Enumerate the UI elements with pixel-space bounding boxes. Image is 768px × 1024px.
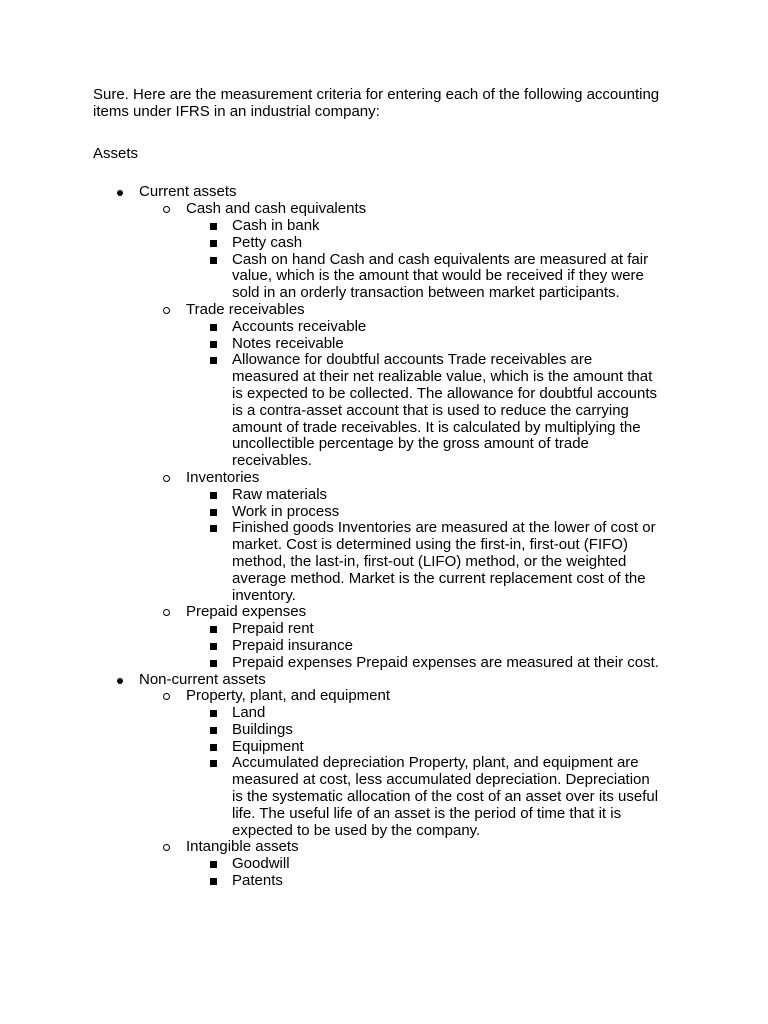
item-text: Raw materials <box>232 485 328 503</box>
square-bullet-icon <box>210 257 217 264</box>
list-item <box>186 705 663 722</box>
square-bullet-icon <box>210 509 217 516</box>
list-item <box>186 520 663 604</box>
list-item <box>186 336 663 353</box>
square-bullet-icon <box>210 660 217 667</box>
item-text: Goodwill <box>232 855 290 873</box>
square-bullet-icon <box>210 643 217 650</box>
list-item <box>139 201 663 302</box>
filled-circle-bullet-icon <box>117 678 123 684</box>
item-text: Prepaid insurance <box>232 636 353 654</box>
list-item <box>186 235 663 252</box>
list-item <box>186 755 663 839</box>
list-item <box>186 352 663 470</box>
item-text: Patents <box>232 872 283 890</box>
item-text: Land <box>232 704 266 722</box>
square-bullet-icon <box>210 492 217 499</box>
list-item <box>186 856 663 873</box>
filled-circle-bullet-icon <box>117 190 123 196</box>
asset-list <box>93 184 663 889</box>
list-item <box>139 470 663 604</box>
category-label: Non-current assets <box>139 670 266 688</box>
sublist <box>186 621 663 671</box>
square-bullet-icon <box>210 861 217 868</box>
item-text: Work in process <box>232 502 340 520</box>
list-item <box>93 672 663 890</box>
square-bullet-icon <box>210 240 217 247</box>
item-text: Cash on hand Cash and cash equivalents are measured at fair value, which is the amount that would be received if they were sold in an orderly transaction between market participants. <box>232 250 649 302</box>
square-bullet-icon <box>210 324 217 331</box>
list-item <box>139 688 663 839</box>
group-label: Cash and cash equivalents <box>186 200 367 218</box>
square-bullet-icon <box>210 760 217 767</box>
item-text: Equipment <box>232 737 304 755</box>
item-text: Finished goods Inventories are measured at the lower of cost or market. Cost is determined using the first-in, first-out (FIFO) method, the last-in, first-out (LIFO) method, or the weighted average method. Market is the current replacement cost of the inventory. <box>232 519 656 604</box>
list-item <box>93 184 663 671</box>
intro-paragraph: Sure. Here are the measurement criteria for entering each of the following accounting items under IFRS in an industrial company: <box>93 86 660 120</box>
square-bullet-icon <box>210 223 217 230</box>
list-item <box>186 638 663 655</box>
section-heading: Assets <box>93 144 139 162</box>
list-item <box>139 839 663 889</box>
item-text: Accounts receivable <box>232 317 367 335</box>
hollow-circle-bullet-icon <box>163 475 170 482</box>
group-label: Property, plant, and equipment <box>186 687 391 705</box>
group-label: Intangible assets <box>186 838 299 856</box>
item-text: Notes receivable <box>232 334 344 352</box>
list-item <box>139 604 663 671</box>
sublist <box>139 688 663 890</box>
category-label: Current assets <box>139 183 237 201</box>
sublist <box>186 218 663 302</box>
item-text: Buildings <box>232 720 293 738</box>
square-bullet-icon <box>210 626 217 633</box>
document-page <box>93 87 663 890</box>
sublist <box>186 487 663 605</box>
sublist <box>186 705 663 839</box>
list-item <box>186 252 663 302</box>
hollow-circle-bullet-icon <box>163 844 170 851</box>
square-bullet-icon <box>210 878 217 885</box>
item-text: Cash in bank <box>232 216 320 234</box>
list-item <box>186 621 663 638</box>
list-item <box>186 739 663 756</box>
hollow-circle-bullet-icon <box>163 693 170 700</box>
list-item <box>186 504 663 521</box>
item-text: Prepaid expenses Prepaid expenses are measured at their cost. <box>232 653 659 671</box>
list-item <box>186 218 663 235</box>
group-label: Inventories <box>186 468 260 486</box>
hollow-circle-bullet-icon <box>163 609 170 616</box>
square-bullet-icon <box>210 525 217 532</box>
group-label: Prepaid expenses <box>186 603 307 621</box>
sublist <box>186 319 663 470</box>
sublist <box>186 856 663 890</box>
group-label: Trade receivables <box>186 300 305 318</box>
square-bullet-icon <box>210 357 217 364</box>
square-bullet-icon <box>210 744 217 751</box>
hollow-circle-bullet-icon <box>163 206 170 213</box>
square-bullet-icon <box>210 341 217 348</box>
item-text: Petty cash <box>232 233 303 251</box>
item-text: Accumulated depreciation Property, plant, and equipment are measured at cost, less accumulated depreciation. Depreciation is the systematic allocation of the cost of an asset over its useful life. The useful life of an asset is the period of time that it is expected to be used by the company. <box>232 754 659 839</box>
hollow-circle-bullet-icon <box>163 307 170 314</box>
list-item <box>186 319 663 336</box>
list-item <box>186 873 663 890</box>
square-bullet-icon <box>210 727 217 734</box>
list-item <box>186 655 663 672</box>
list-item <box>186 487 663 504</box>
list-item <box>186 722 663 739</box>
square-bullet-icon <box>210 710 217 717</box>
sublist <box>139 201 663 671</box>
item-text: Prepaid rent <box>232 620 314 638</box>
list-item <box>139 302 663 470</box>
item-text: Allowance for doubtful accounts Trade receivables are measured at their net realizable value, which is the amount that is expected to be collected. The allowance for doubtful accounts is a contra-asset account that is used to reduce the carrying amount of trade receivables. It is calculated by multiplying the uncollectible percentage by the gross amount of trade receivables. <box>232 351 657 470</box>
